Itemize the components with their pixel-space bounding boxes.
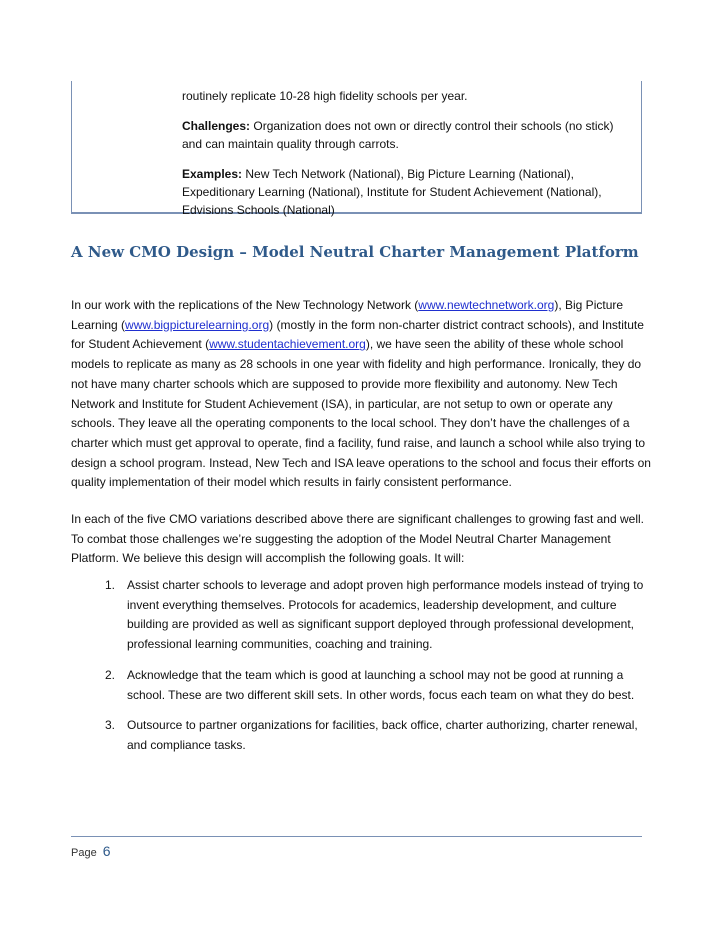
para1-text-2: ), Big Picture Learning ( bbox=[71, 298, 624, 332]
list-number: 1. bbox=[105, 578, 116, 592]
footer-divider bbox=[71, 836, 642, 837]
section-heading: A New CMO Design – Model Neutral Charter Management Platform bbox=[71, 243, 639, 261]
examples-paragraph bbox=[182, 165, 632, 219]
list-item bbox=[71, 716, 651, 755]
para1-text-1: In our work with the replications of the New Technology Network ( bbox=[71, 298, 419, 312]
list-number: 3. bbox=[105, 718, 116, 733]
summary-table-cell bbox=[182, 87, 632, 231]
link-studentachievement[interactable]: www.studentachievement.org bbox=[209, 337, 366, 352]
link-bigpicturelearning[interactable]: www.bigpicturelearning.org bbox=[125, 317, 270, 332]
list-item-text: Acknowledge that the team which is good at launching a school may not be good at running a school. These are two different skill sets. In other words, focus each team on what they do best. bbox=[127, 667, 635, 702]
examples-text: New Tech Network (National), Big Picture Learning (National), Expeditionary Learning (National), Institute for Student Achievement (National), Edvisions Schools (National) bbox=[182, 167, 602, 217]
challenges-text: Organization does not own or directly control their schools (no stick) and can maintain quality through carrots. bbox=[182, 119, 614, 151]
goals-list bbox=[71, 576, 651, 767]
list-number: 2. bbox=[105, 667, 116, 682]
para1-text-3: ) (mostly in the form non-charter district contract schools), and Institute for Student Achievement ( bbox=[71, 317, 644, 352]
page-number: 6 bbox=[102, 843, 111, 859]
list-item-text: Assist charter schools to leverage and adopt proven high performance models instead of trying to invent everything themselves. Protocols for academics, leadership development, and culture building are provided as well as significant support deployed through professional development, professional learning communities, coaching and training. bbox=[127, 578, 644, 652]
list-item-text: Outsource to partner organizations for facilities, back office, charter authorizing, charter renewal, and compliance tasks. bbox=[127, 718, 638, 752]
challenges-paragraph bbox=[182, 117, 632, 153]
list-item bbox=[71, 576, 651, 655]
list-item bbox=[71, 666, 651, 705]
body-paragraph-2: In each of the five CMO variations described above there are significant challenges to growing fast and well. To combat those challenges we’re suggesting the adoption of the Model Neutral Charter Management Platform. We believe this design will accomplish the following goals. It will: bbox=[71, 512, 644, 566]
challenges-label: Challenges: bbox=[182, 119, 251, 133]
link-newtechnetwork[interactable]: www.newtechnetwork.org bbox=[418, 298, 555, 312]
box-line: routinely replicate 10-28 high fidelity schools per year. bbox=[182, 89, 468, 103]
body-paragraph-1 bbox=[71, 296, 651, 493]
para1-text-4: ), we have seen the ability of these whole school models to replicate as many as 28 schools in one year with fidelity and high performance. Ironically, they do not have many charter schools which are supposed to provide more flexibility and autonomy. New Tech Network and Institute for Student Achievement (ISA), in particular, are not setup to own or operate any schools. They leave all the operating components to the local school. They don’t have the challenges of a charter which must get approval to operate, find a facility, fund raise, and launch a school while also trying to design a school program. Instead, New Tech and ISA leave operations to the school and focus their efforts on quality implementation of their model which results in fairly consistent performance. bbox=[71, 337, 651, 490]
page-label: Page bbox=[71, 847, 97, 859]
summary-table-box bbox=[71, 81, 642, 217]
page-footer bbox=[71, 843, 111, 859]
examples-label: Examples: bbox=[182, 167, 243, 181]
